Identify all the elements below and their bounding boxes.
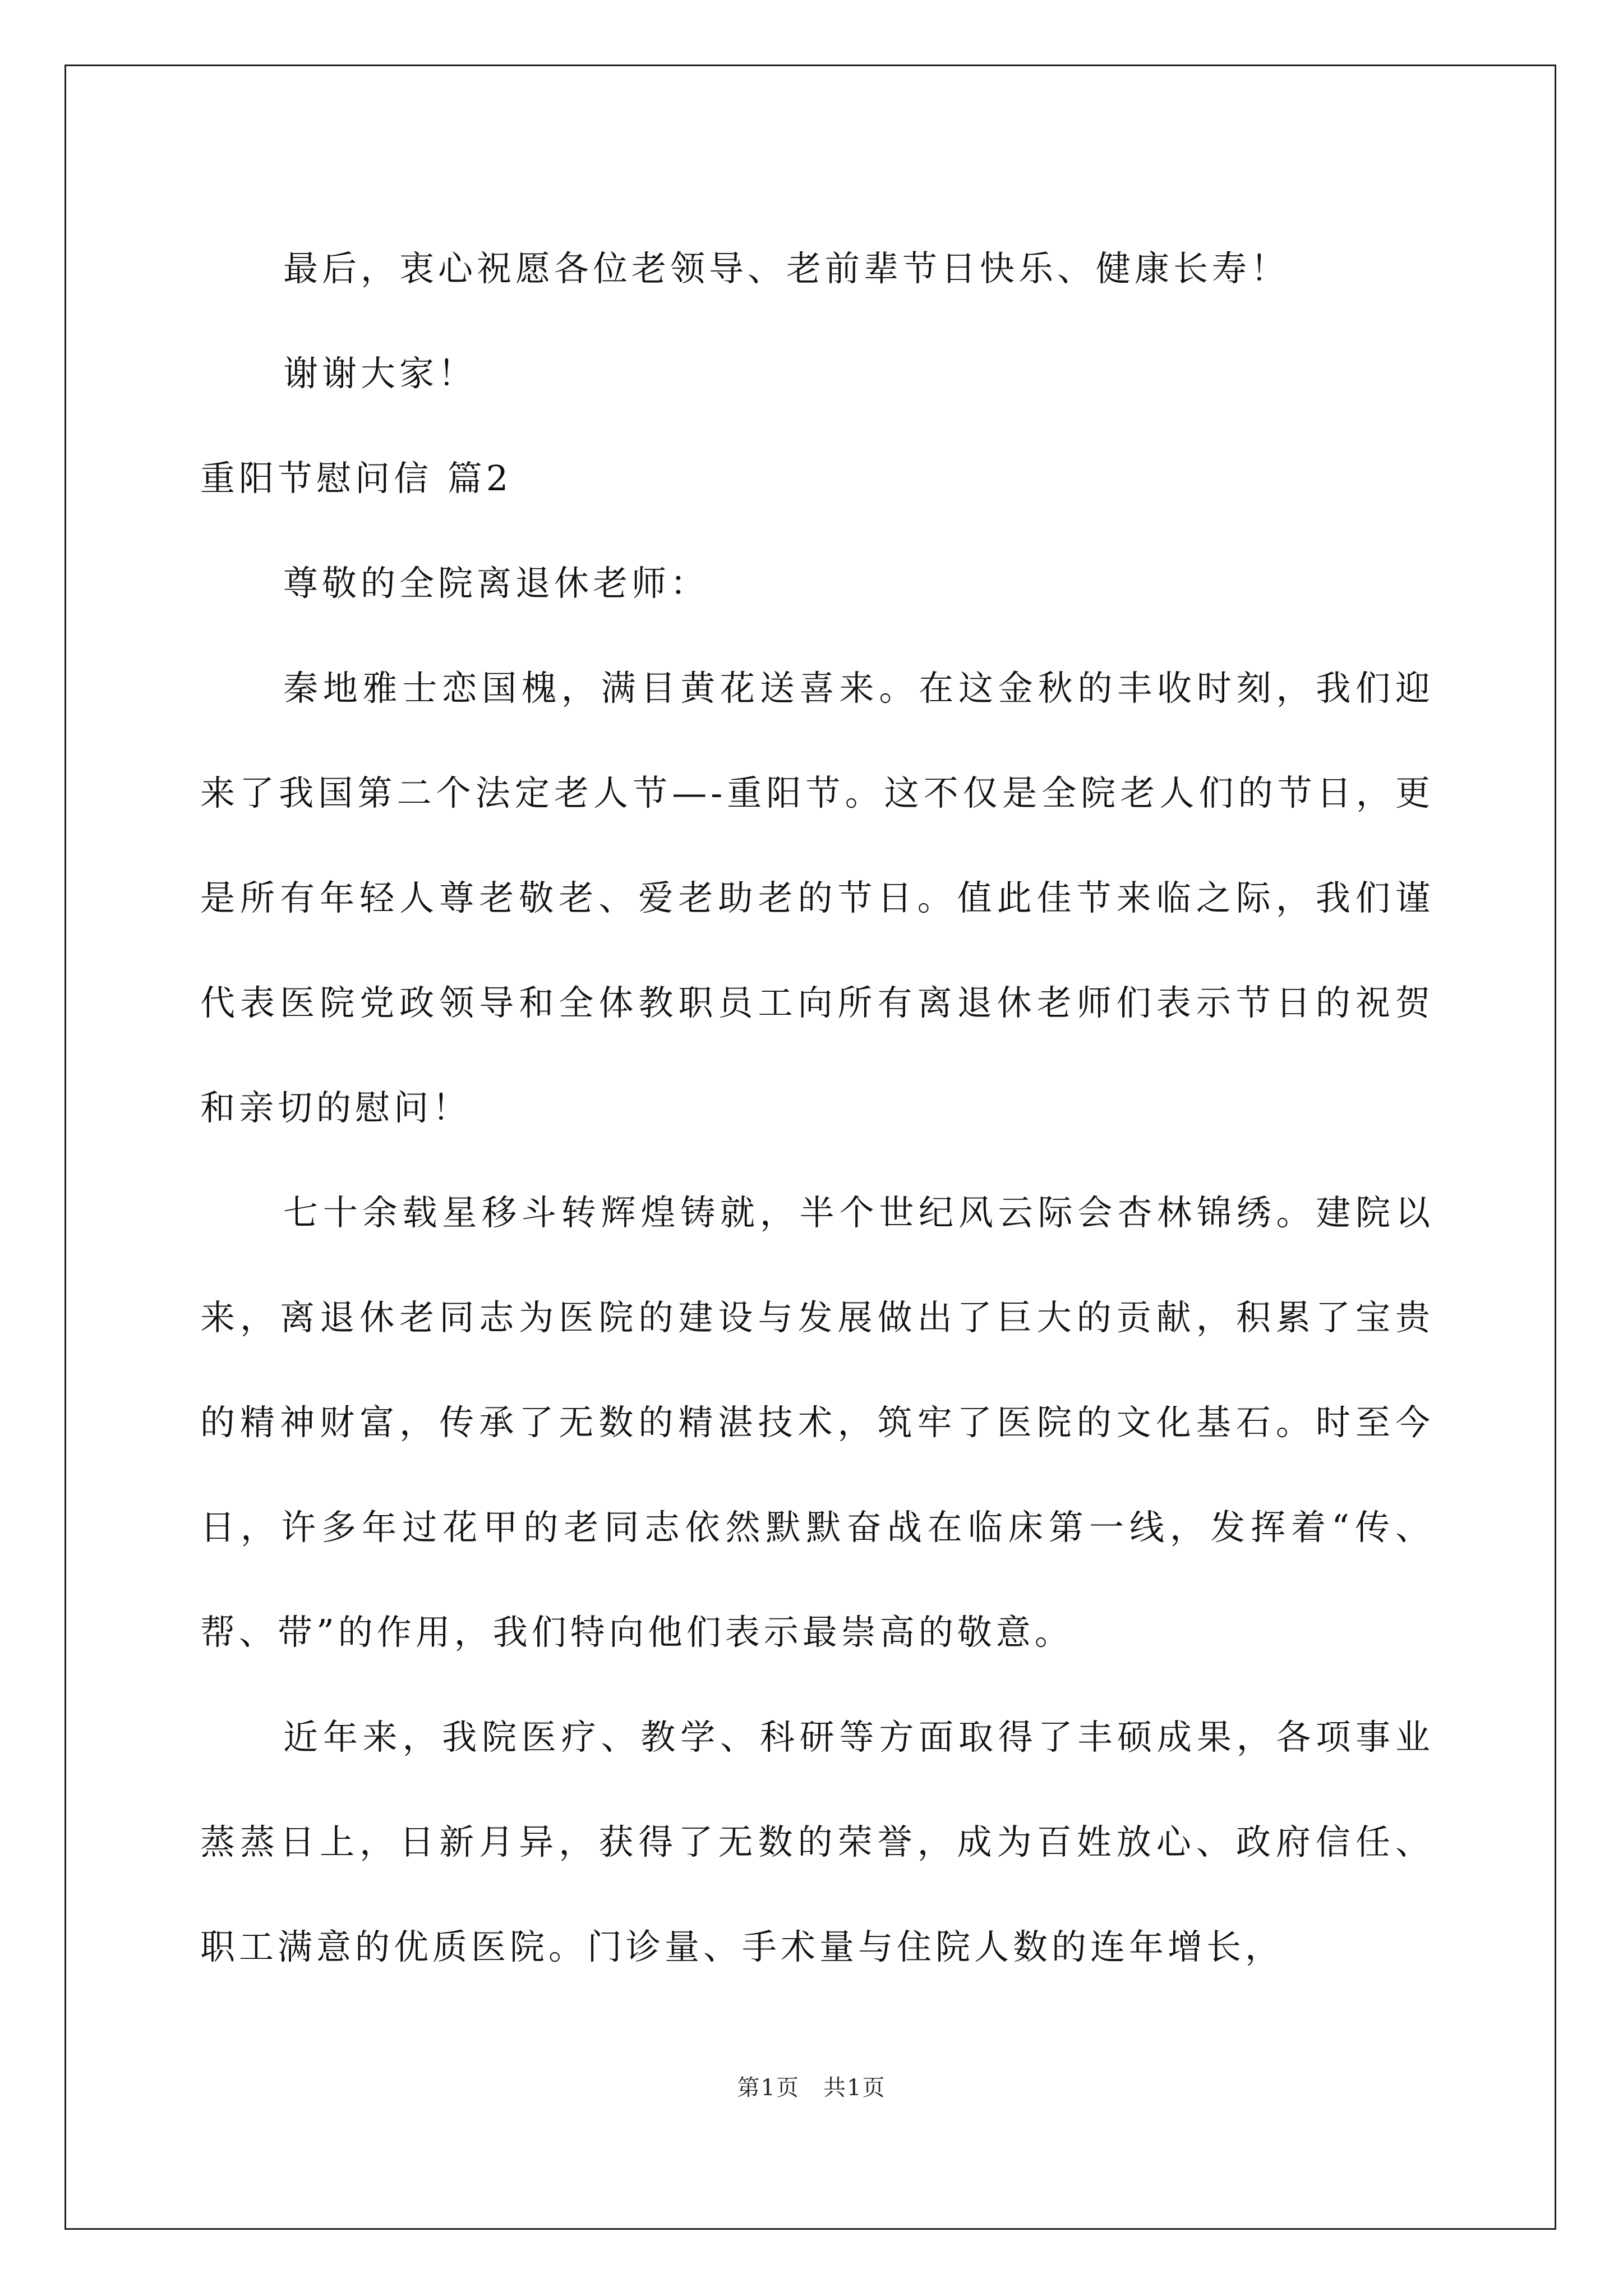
body-paragraph: 七十余载星移斗转辉煌铸就，半个世纪风云际会杏林锦绣。建院以来，离退休老同志为医院的建设与发展做出了巨大的贡献，积累了宝贵的精神财富，传承了无数的精湛技术，筑牢了医院的文化基石。时至今日，许多年过花甲的老同志依然默默奋战在临床第一线，发挥着“传、帮、带”的作用，我们特向他们表示最崇高的敬意。 — [200, 1192, 1434, 1653]
page-footer: 第1页 共1页 — [737, 2075, 886, 2101]
section-heading: 重阳节慰问信 篇2 — [200, 458, 513, 499]
document-body — [200, 216, 1434, 1999]
closing-thanks: 谢谢大家！ — [283, 353, 477, 394]
salutation: 尊敬的全院离退休老师： — [283, 563, 709, 604]
body-paragraph: 近年来，我院医疗、教学、科研等方面取得了丰硕成果，各项事业蒸蒸日上，日新月异，获得了无数的荣誉，成为百姓放心、政府信任、职工满意的优质医院。门诊量、手术量与住院人数的连年增长， — [200, 1717, 1434, 1967]
body-paragraph: 秦地雅士恋国槐，满目黄花送喜来。在这金秋的丰收时刻，我们迎来了我国第二个法定老人节—-重阳节。这不仅是全院老人们的节日，更是所有年轻人尊老敬老、爱老助老的节日。值此佳节来临之际，我们谨代表医院党政领导和全体教职员工向所有离退休老师们表示节日的祝贺和亲切的慰问！ — [200, 668, 1434, 1128]
closing-wish: 最后，衷心祝愿各位老领导、老前辈节日快乐、健康长寿！ — [283, 248, 1290, 289]
